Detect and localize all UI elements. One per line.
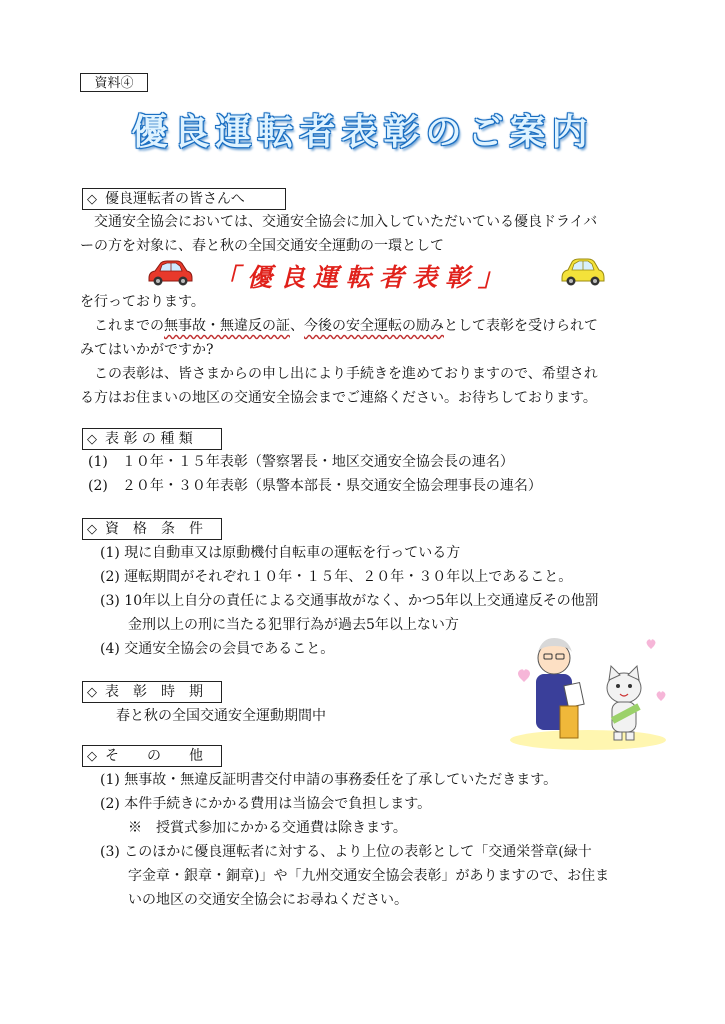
yellow-car-icon xyxy=(558,256,606,288)
highlight-no-accident: 無事故・無違反の証 xyxy=(164,318,290,334)
conditions-item-1: (1) 現に自動車又は原動機付自転車の運転を行っている方 xyxy=(100,545,461,561)
award-title: 「優良運転者表彰」 xyxy=(213,263,511,292)
intro-line-4-mid: 、 xyxy=(290,318,304,334)
other-heading-text: そ の 他 xyxy=(105,748,203,764)
intro-line-3: を行っております。 xyxy=(80,294,205,310)
highlight-safe-driving: 今後の安全運転の励み xyxy=(304,318,444,334)
intro-line-2: ーの方を対象に、春と秋の全国交通安全運動の一環として xyxy=(80,238,444,254)
diamond-icon: ◇ xyxy=(87,192,97,207)
other-item-3: (3) このほかに優良運転者に対する、より上位の表彰として「交通栄誉章(緑十 xyxy=(100,844,592,860)
page-title: 優良運転者表彰のご案内 xyxy=(131,112,594,153)
conditions-heading xyxy=(82,518,222,540)
officer-and-cat-illustration xyxy=(508,628,668,750)
other-item-3-cont-1: 字金章・銀章・銅章)」や「九州交通安全協会表彰」がありますので、お住ま xyxy=(128,868,610,884)
intro-line-5: みてはいかがですか? xyxy=(80,342,214,358)
types-item-1: (1) １０年・１５年表彰（警察署長・地区交通安全協会長の連名） xyxy=(88,454,514,470)
other-item-3-cont-2: いの地区の交通安全協会にお尋ねください。 xyxy=(128,892,408,908)
types-heading-text: 表 彰 の 種 類 xyxy=(105,431,193,447)
diamond-icon: ◇ xyxy=(87,685,97,700)
other-heading xyxy=(82,745,222,767)
intro-line-6: この表彰は、皆さまからの申し出により手続きを進めておりますので、希望され xyxy=(80,366,598,382)
intro-line-4 xyxy=(80,314,598,338)
timing-heading xyxy=(82,681,222,703)
other-item-1: (1) 無事故・無違反証明書交付申請の事務委任を了承していただきます。 xyxy=(100,772,558,788)
conditions-item-3-cont: 金刑以上の刑に当たる犯罪行為が過去5年以上ない方 xyxy=(128,617,459,633)
intro-line-4-post: として表彰を受けられて xyxy=(444,318,598,334)
intro-line-1: 交通安全協会においては、交通安全協会に加入していただいている優良ドライバ xyxy=(80,214,598,230)
conditions-heading-text: 資 格 条 件 xyxy=(105,521,203,537)
document-tag: 資料④ xyxy=(80,73,148,92)
types-heading xyxy=(82,428,222,450)
intro-line-4-pre: これまでの xyxy=(80,318,164,334)
intro-heading-text: 優良運転者の皆さんへ xyxy=(105,191,245,207)
timing-text: 春と秋の全国交通安全運動期間中 xyxy=(116,708,326,724)
diamond-icon: ◇ xyxy=(87,522,97,537)
types-item-2: (2) ２０年・３０年表彰（県警本部長・県交通安全協会理事長の連名） xyxy=(88,478,542,494)
conditions-item-3: (3) 10年以上自分の責任による交通事故がなく、かつ5年以上交通違反その他罰 xyxy=(100,593,599,609)
conditions-item-4: (4) 交通安全協会の会員であること。 xyxy=(100,641,335,657)
intro-line-7: る方はお住まいの地区の交通安全協会までご連絡ください。お待ちしております。 xyxy=(80,390,597,406)
other-note: ※ 授賞式参加にかかる交通費は除きます。 xyxy=(128,820,407,836)
conditions-item-2: (2) 運転期間がそれぞれ１０年・１５年、２０年・３０年以上であること。 xyxy=(100,569,573,585)
timing-heading-text: 表 彰 時 期 xyxy=(105,684,203,700)
diamond-icon: ◇ xyxy=(87,749,97,764)
diamond-icon: ◇ xyxy=(87,432,97,447)
intro-heading xyxy=(82,188,286,210)
other-item-2: (2) 本件手続きにかかる費用は当協会で負担します。 xyxy=(100,796,432,812)
